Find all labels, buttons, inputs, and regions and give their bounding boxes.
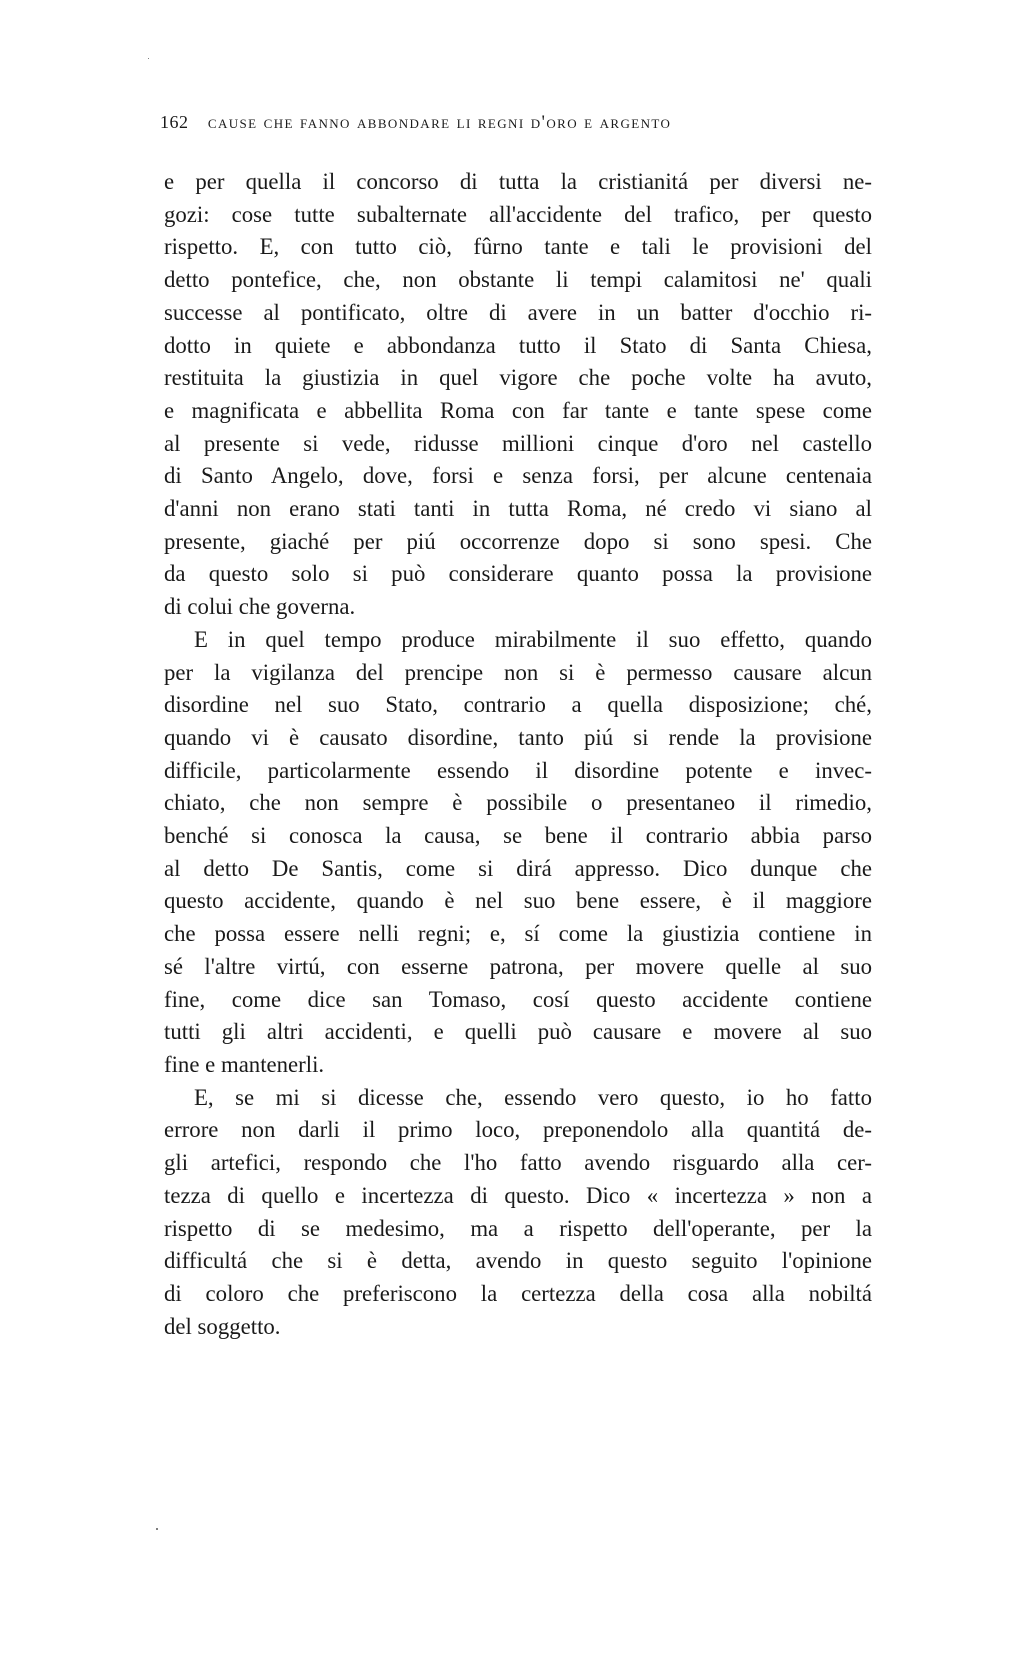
text-line: presente, giaché per piú occorrenze dopo si sono spesi. Che bbox=[164, 528, 872, 554]
text-line: tezza di quello e incertezza di questo. Dico « incertezza » non a bbox=[164, 1182, 872, 1208]
text-line: restituita la giustizia in quel vigore che poche volte ha avuto, bbox=[164, 365, 872, 391]
text-line: gozi: cose tutte subalternate all'accidente del trafico, per questo bbox=[164, 201, 872, 227]
body-text bbox=[164, 166, 872, 1343]
text-line: E in quel tempo produce mirabilmente il suo effetto, quando bbox=[194, 626, 872, 652]
text-line: disordine nel suo Stato, contrario a quella disposizione; ché, bbox=[164, 692, 872, 718]
text-line: del soggetto. bbox=[164, 1313, 281, 1339]
text-line: E, se mi si dicesse che, essendo vero questo, io ho fatto bbox=[194, 1084, 872, 1110]
text-line: questo accidente, quando è nel suo bene essere, è il maggiore bbox=[164, 888, 872, 914]
chapter-title: cause che fanno abbondare li regni d'oro e argento bbox=[207, 112, 672, 133]
text-line: sé l'altre virtú, con esserne patrona, per movere quelle al suo bbox=[164, 953, 872, 979]
text-line: detto pontefice, che, non obstante li tempi calamitosi ne' quali bbox=[164, 267, 872, 293]
text-line: tutti gli altri accidenti, e quelli può causare e movere al suo bbox=[164, 1019, 872, 1045]
scan-speck bbox=[148, 58, 149, 59]
text-line: e magnificata e abbellita Roma con far tante e tante spese come bbox=[164, 397, 872, 423]
text-line: da questo solo si può considerare quanto possa la provisione bbox=[164, 561, 872, 587]
page-number: 162 bbox=[160, 112, 189, 132]
text-line: per la vigilanza del prencipe non si è permesso causare alcun bbox=[164, 659, 872, 685]
text-line: rispetto di se medesimo, ma a rispetto dell'operante, per la bbox=[164, 1215, 872, 1241]
running-header bbox=[160, 112, 872, 134]
text-line: che possa essere nelli regni; e, sí come la giustizia contiene in bbox=[164, 921, 872, 947]
text-line: gli artefici, respondo che l'ho fatto avendo risguardo alla cer- bbox=[164, 1150, 872, 1176]
text-line: d'anni non erano stati tanti in tutta Roma, né credo vi siano al bbox=[164, 496, 872, 522]
text-line: e per quella il concorso di tutta la cristianitá per diversi ne- bbox=[164, 169, 872, 194]
text-line: benché si conosca la causa, se bene il contrario abbia parso bbox=[164, 823, 872, 849]
paragraph-1 bbox=[164, 166, 872, 624]
text-line: al detto De Santis, come si dirá appresso. Dico dunque che bbox=[164, 855, 872, 881]
text-line: rispetto. E, con tutto ciò, fûrno tante e tali le provisioni del bbox=[164, 234, 872, 260]
text-line: di Santo Angelo, dove, forsi e senza forsi, per alcune centenaia bbox=[164, 463, 872, 489]
text-line: fine e mantenerli. bbox=[164, 1051, 325, 1077]
paragraph-2 bbox=[164, 624, 872, 1082]
text-line: fine, come dice san Tomaso, cosí questo accidente contiene bbox=[164, 986, 872, 1012]
text-line: errore non darli il primo loco, preponendolo alla quantitá de- bbox=[164, 1117, 872, 1143]
text-line: di coloro che preferiscono la certezza della cosa alla nobiltá bbox=[164, 1280, 872, 1306]
text-line: chiato, che non sempre è possibile o presentaneo il rimedio, bbox=[164, 790, 872, 816]
text-line: difficultá che si è detta, avendo in questo seguito l'opinione bbox=[164, 1248, 872, 1274]
text-line: al presente si vede, ridusse millioni cinque d'oro nel castello bbox=[164, 430, 872, 456]
paragraph-3 bbox=[164, 1082, 872, 1344]
text-line: successe al pontificato, oltre di avere in un batter d'occhio ri- bbox=[164, 299, 872, 325]
scan-speck bbox=[156, 1528, 158, 1530]
text-line: dotto in quiete e abbondanza tutto il Stato di Santa Chiesa, bbox=[164, 332, 872, 358]
text-line: di colui che governa. bbox=[164, 594, 356, 620]
text-line: difficile, particolarmente essendo il disordine potente e invec- bbox=[164, 757, 872, 783]
text-line: quando vi è causato disordine, tanto piú si rende la provisione bbox=[164, 724, 872, 750]
